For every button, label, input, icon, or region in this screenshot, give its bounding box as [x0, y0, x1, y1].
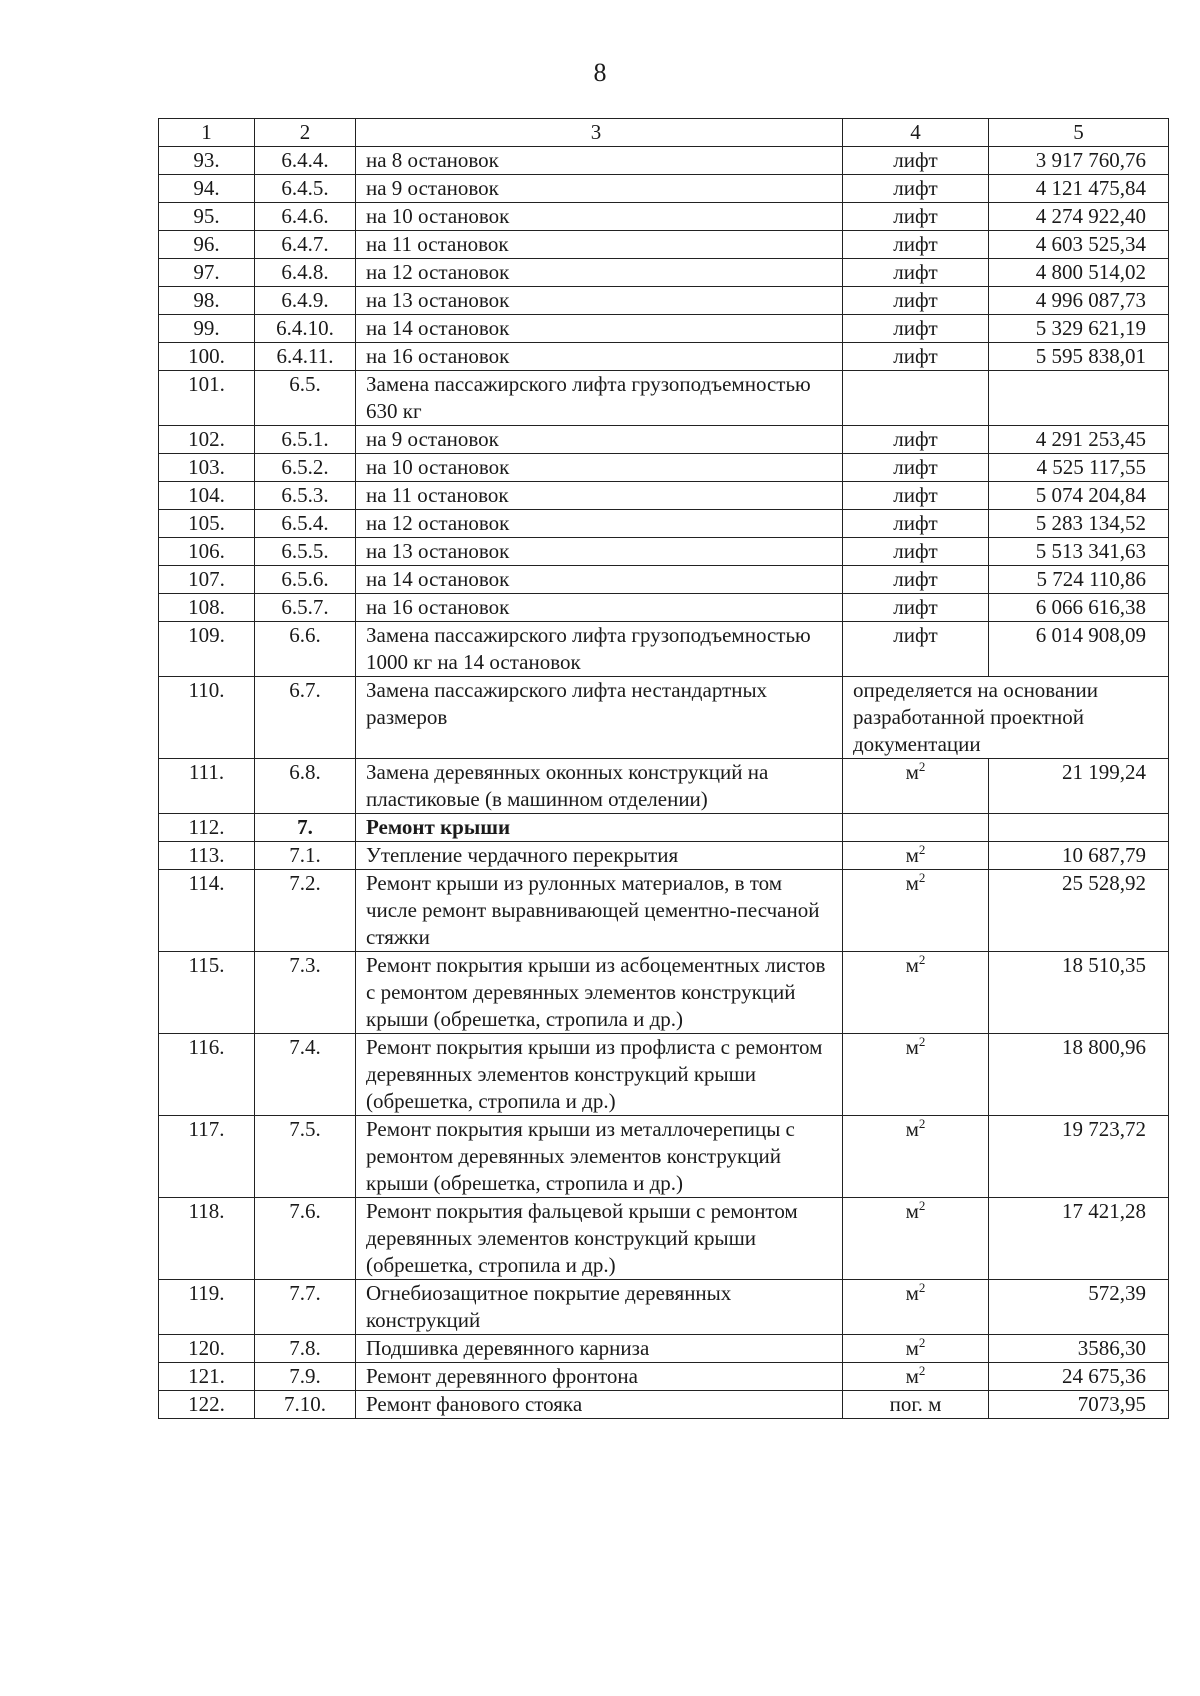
row-number: 116. — [159, 1034, 255, 1116]
row-unit — [843, 870, 989, 952]
row-unit — [843, 538, 989, 566]
row-name: на 9 остановок — [356, 175, 843, 203]
unit-text: лифт — [893, 288, 938, 312]
row-unit — [843, 510, 989, 538]
row-number: 114. — [159, 870, 255, 952]
row-name: на 8 остановок — [356, 147, 843, 175]
row-name: на 10 остановок — [356, 454, 843, 482]
row-code: 7. — [255, 814, 356, 842]
row-number: 121. — [159, 1363, 255, 1391]
unit-superscript: 2 — [918, 1363, 926, 1378]
row-name: Утепление чердачного перекрытия — [356, 842, 843, 870]
header-col-3: 3 — [356, 119, 843, 147]
row-number: 99. — [159, 315, 255, 343]
table-row — [159, 566, 1169, 594]
row-code: 7.1. — [255, 842, 356, 870]
row-name: на 14 остановок — [356, 315, 843, 343]
table-row — [159, 1335, 1169, 1363]
row-unit — [843, 287, 989, 315]
row-price: 17 421,28 — [989, 1198, 1169, 1280]
row-price: 4 996 087,73 — [989, 287, 1169, 315]
row-price: 10 687,79 — [989, 842, 1169, 870]
row-price: 572,39 — [989, 1280, 1169, 1335]
row-price: 4 274 922,40 — [989, 203, 1169, 231]
table-row — [159, 426, 1169, 454]
unit-text: лифт — [893, 316, 938, 340]
row-unit — [843, 1335, 989, 1363]
row-number: 97. — [159, 259, 255, 287]
row-name: Ремонт покрытия крыши из профлиста с ремонтом деревянных элементов конструкций крыши (обрешетка, стропила и др.) — [356, 1034, 843, 1116]
unit-text: лифт — [893, 232, 938, 256]
table-row — [159, 1391, 1169, 1419]
row-price: 5 595 838,01 — [989, 343, 1169, 371]
unit-text: лифт — [893, 567, 938, 591]
row-name: Огнебиозащитное покрытие деревянных конструкций — [356, 1280, 843, 1335]
table-row — [159, 622, 1169, 677]
row-name: Ремонт покрытия фальцевой крыши с ремонтом деревянных элементов конструкций крыши (обрешетка, стропила и др.) — [356, 1198, 843, 1280]
row-price: 3 917 760,76 — [989, 147, 1169, 175]
row-name: на 11 остановок — [356, 231, 843, 259]
unit-text: м — [905, 953, 919, 977]
unit-text: м — [905, 1035, 919, 1059]
unit-superscript: 2 — [918, 1034, 926, 1049]
row-number: 122. — [159, 1391, 255, 1419]
row-unit — [843, 315, 989, 343]
unit-text: лифт — [893, 176, 938, 200]
row-code: 7.7. — [255, 1280, 356, 1335]
row-name: на 13 остановок — [356, 287, 843, 315]
row-code: 6.5.4. — [255, 510, 356, 538]
row-number: 120. — [159, 1335, 255, 1363]
row-number: 98. — [159, 287, 255, 315]
unit-text: лифт — [893, 455, 938, 479]
row-price — [989, 814, 1169, 842]
row-code: 7.8. — [255, 1335, 356, 1363]
row-number: 103. — [159, 454, 255, 482]
row-code: 6.7. — [255, 677, 356, 759]
table-row — [159, 287, 1169, 315]
row-code: 6.4.9. — [255, 287, 356, 315]
row-unit — [843, 1034, 989, 1116]
table-row — [159, 454, 1169, 482]
row-unit — [843, 622, 989, 677]
row-code: 7.3. — [255, 952, 356, 1034]
table-row — [159, 538, 1169, 566]
row-unit — [843, 147, 989, 175]
row-number: 93. — [159, 147, 255, 175]
row-price: 5 074 204,84 — [989, 482, 1169, 510]
table-row — [159, 231, 1169, 259]
row-price: 18 800,96 — [989, 1034, 1169, 1116]
row-price — [989, 371, 1169, 426]
unit-superscript: 2 — [918, 1198, 926, 1213]
table-row — [159, 259, 1169, 287]
unit-text: м — [905, 843, 919, 867]
unit-text: м — [905, 1199, 919, 1223]
unit-text: м — [905, 1117, 919, 1141]
row-number: 105. — [159, 510, 255, 538]
row-number: 108. — [159, 594, 255, 622]
unit-text: лифт — [893, 427, 938, 451]
row-number: 95. — [159, 203, 255, 231]
row-number: 101. — [159, 371, 255, 426]
row-unit — [843, 203, 989, 231]
row-unit — [843, 1280, 989, 1335]
table-row — [159, 343, 1169, 371]
table-row — [159, 759, 1169, 814]
row-unit — [843, 759, 989, 814]
table-row — [159, 814, 1169, 842]
table-row — [159, 203, 1169, 231]
row-code: 6.5.6. — [255, 566, 356, 594]
row-merged-note: определяется на основании разработанной проектной документации — [843, 677, 1169, 759]
row-code: 6.5. — [255, 371, 356, 426]
header-col-5: 5 — [989, 119, 1169, 147]
unit-superscript: 2 — [918, 870, 926, 885]
row-name: Замена пассажирского лифта грузоподъемностью 630 кг — [356, 371, 843, 426]
row-unit — [843, 231, 989, 259]
unit-text: м — [905, 1336, 919, 1360]
unit-superscript: 2 — [918, 1335, 926, 1350]
row-unit — [843, 566, 989, 594]
row-price: 7073,95 — [989, 1391, 1169, 1419]
row-code: 6.4.8. — [255, 259, 356, 287]
header-col-4: 4 — [843, 119, 989, 147]
unit-superscript: 2 — [918, 952, 926, 967]
unit-superscript: 2 — [918, 1116, 926, 1131]
row-price: 4 291 253,45 — [989, 426, 1169, 454]
row-unit — [843, 259, 989, 287]
table-header-row — [159, 119, 1169, 147]
row-price: 25 528,92 — [989, 870, 1169, 952]
row-code: 6.4.6. — [255, 203, 356, 231]
row-unit — [843, 343, 989, 371]
unit-text: лифт — [893, 623, 938, 647]
unit-text: пог. м — [889, 1392, 942, 1416]
row-number: 117. — [159, 1116, 255, 1198]
row-name: Ремонт крыши из рулонных материалов, в том числе ремонт выравнивающей цементно-песчаной стяжки — [356, 870, 843, 952]
row-number: 111. — [159, 759, 255, 814]
row-name: Подшивка деревянного карниза — [356, 1335, 843, 1363]
row-price: 6 014 908,09 — [989, 622, 1169, 677]
row-number: 104. — [159, 482, 255, 510]
table-row — [159, 677, 1169, 759]
table-row — [159, 175, 1169, 203]
row-name: на 16 остановок — [356, 594, 843, 622]
row-code: 6.4.7. — [255, 231, 356, 259]
row-price: 18 510,35 — [989, 952, 1169, 1034]
row-price: 6 066 616,38 — [989, 594, 1169, 622]
row-unit — [843, 426, 989, 454]
row-unit — [843, 371, 989, 426]
table-row — [159, 371, 1169, 426]
row-number: 110. — [159, 677, 255, 759]
row-unit — [843, 1198, 989, 1280]
unit-text: м — [905, 1281, 919, 1305]
table-row — [159, 1034, 1169, 1116]
row-name: на 9 остановок — [356, 426, 843, 454]
row-code: 6.4.4. — [255, 147, 356, 175]
table-row — [159, 870, 1169, 952]
row-code: 6.5.1. — [255, 426, 356, 454]
row-unit — [843, 175, 989, 203]
table-row — [159, 952, 1169, 1034]
unit-text: лифт — [893, 148, 938, 172]
unit-text: лифт — [893, 539, 938, 563]
row-code: 6.4.10. — [255, 315, 356, 343]
table-body — [159, 147, 1169, 1419]
table-row — [159, 1198, 1169, 1280]
header-col-2: 2 — [255, 119, 356, 147]
row-name: на 10 остановок — [356, 203, 843, 231]
row-code: 7.6. — [255, 1198, 356, 1280]
row-name: Замена деревянных оконных конструкций на пластиковые (в машинном отделении) — [356, 759, 843, 814]
table-row — [159, 1280, 1169, 1335]
table-row — [159, 842, 1169, 870]
table-row — [159, 315, 1169, 343]
row-unit — [843, 814, 989, 842]
row-number: 102. — [159, 426, 255, 454]
unit-superscript: 2 — [918, 842, 926, 857]
table-row — [159, 594, 1169, 622]
row-code: 7.2. — [255, 870, 356, 952]
row-price: 19 723,72 — [989, 1116, 1169, 1198]
row-price: 5 283 134,52 — [989, 510, 1169, 538]
row-code: 7.10. — [255, 1391, 356, 1419]
row-number: 113. — [159, 842, 255, 870]
row-unit — [843, 952, 989, 1034]
row-number: 109. — [159, 622, 255, 677]
table-row — [159, 482, 1169, 510]
unit-text: лифт — [893, 204, 938, 228]
row-number: 106. — [159, 538, 255, 566]
row-price: 21 199,24 — [989, 759, 1169, 814]
row-price: 4 525 117,55 — [989, 454, 1169, 482]
row-price: 5 724 110,86 — [989, 566, 1169, 594]
unit-text: м — [905, 760, 919, 784]
row-code: 6.5.2. — [255, 454, 356, 482]
row-unit — [843, 594, 989, 622]
row-name: Замена пассажирского лифта грузоподъемностью 1000 кг на 14 остановок — [356, 622, 843, 677]
unit-superscript: 2 — [918, 759, 926, 774]
row-code: 6.6. — [255, 622, 356, 677]
row-price: 5 329 621,19 — [989, 315, 1169, 343]
table-row — [159, 1363, 1169, 1391]
unit-text: лифт — [893, 483, 938, 507]
unit-superscript: 2 — [918, 1280, 926, 1295]
table-row — [159, 1116, 1169, 1198]
page-number: 8 — [593, 58, 607, 87]
row-unit — [843, 482, 989, 510]
row-unit — [843, 842, 989, 870]
row-number: 94. — [159, 175, 255, 203]
row-code: 6.8. — [255, 759, 356, 814]
row-code: 6.4.11. — [255, 343, 356, 371]
row-price: 4 800 514,02 — [989, 259, 1169, 287]
row-code: 7.9. — [255, 1363, 356, 1391]
row-unit — [843, 454, 989, 482]
row-name: на 16 остановок — [356, 343, 843, 371]
unit-text: лифт — [893, 344, 938, 368]
row-price: 4 121 475,84 — [989, 175, 1169, 203]
row-unit — [843, 1391, 989, 1419]
price-table — [158, 118, 1169, 1419]
row-name: на 12 остановок — [356, 510, 843, 538]
row-price: 24 675,36 — [989, 1363, 1169, 1391]
row-number: 96. — [159, 231, 255, 259]
row-price: 5 513 341,63 — [989, 538, 1169, 566]
row-name: Ремонт покрытия крыши из асбоцементных листов с ремонтом деревянных элементов конструкций крыши (обрешетка, стропила и др.) — [356, 952, 843, 1034]
unit-text: лифт — [893, 511, 938, 535]
row-unit — [843, 1363, 989, 1391]
row-name: Ремонт фанового стояка — [356, 1391, 843, 1419]
row-number: 112. — [159, 814, 255, 842]
header-col-1: 1 — [159, 119, 255, 147]
row-price: 3586,30 — [989, 1335, 1169, 1363]
table-row — [159, 147, 1169, 175]
unit-text: м — [905, 1364, 919, 1388]
row-name: на 13 остановок — [356, 538, 843, 566]
row-number: 100. — [159, 343, 255, 371]
row-code: 7.4. — [255, 1034, 356, 1116]
row-code: 6.4.5. — [255, 175, 356, 203]
row-name: Замена пассажирского лифта нестандартных размеров — [356, 677, 843, 759]
row-name: Ремонт деревянного фронтона — [356, 1363, 843, 1391]
table-row — [159, 510, 1169, 538]
unit-text: лифт — [893, 595, 938, 619]
row-number: 115. — [159, 952, 255, 1034]
unit-text: м — [905, 871, 919, 895]
row-name: на 12 остановок — [356, 259, 843, 287]
row-unit — [843, 1116, 989, 1198]
row-number: 107. — [159, 566, 255, 594]
unit-text: лифт — [893, 260, 938, 284]
row-code: 7.5. — [255, 1116, 356, 1198]
row-code: 6.5.3. — [255, 482, 356, 510]
row-number: 119. — [159, 1280, 255, 1335]
row-price: 4 603 525,34 — [989, 231, 1169, 259]
row-number: 118. — [159, 1198, 255, 1280]
row-name: Ремонт крыши — [356, 814, 843, 842]
row-name: на 14 остановок — [356, 566, 843, 594]
row-code: 6.5.5. — [255, 538, 356, 566]
row-name: на 11 остановок — [356, 482, 843, 510]
row-name: Ремонт покрытия крыши из металлочерепицы с ремонтом деревянных элементов конструкций крыши (обрешетка, стропила и др.) — [356, 1116, 843, 1198]
row-code: 6.5.7. — [255, 594, 356, 622]
